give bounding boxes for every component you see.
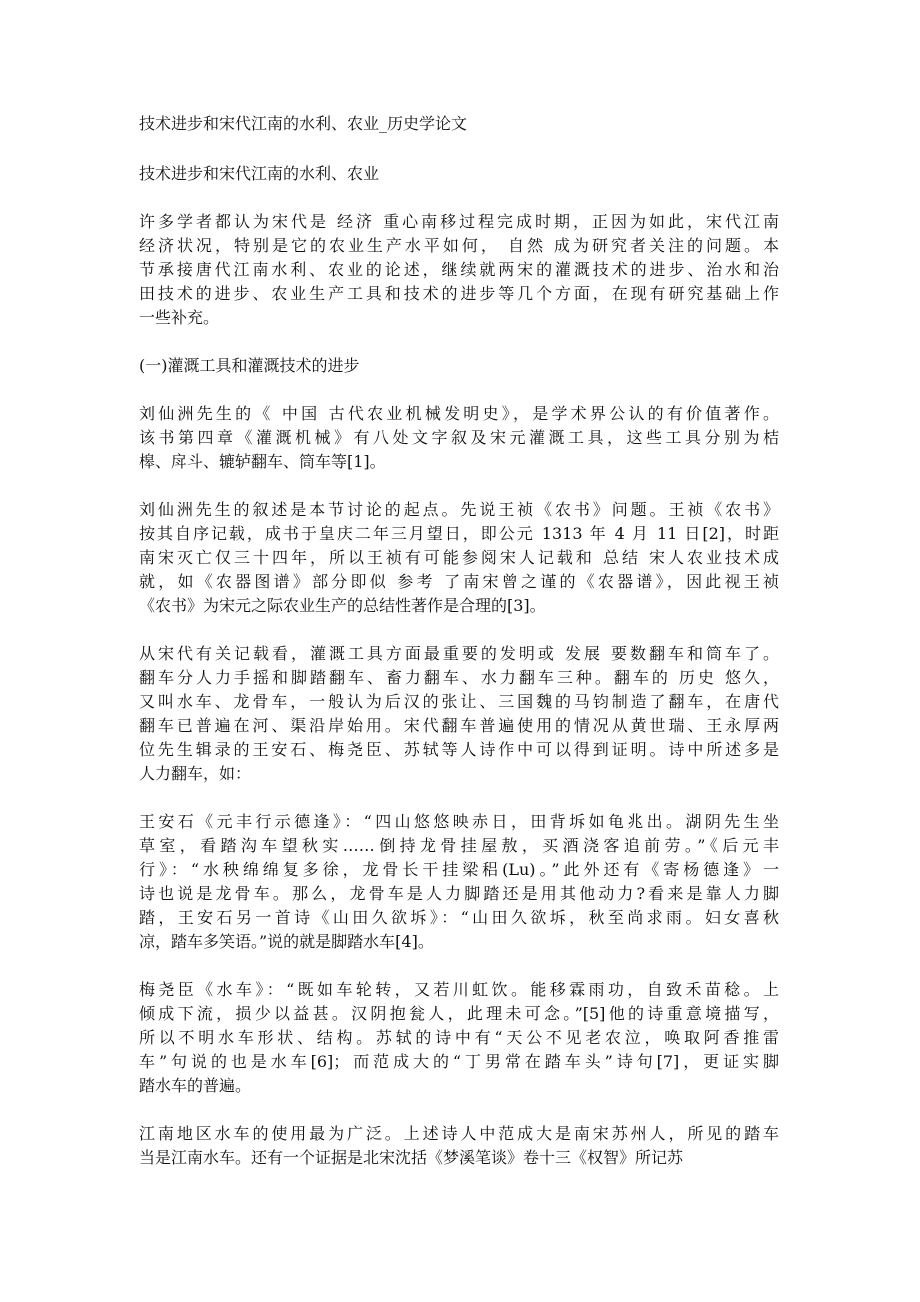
paragraph: [139, 402, 779, 474]
document-title: 技术进步和宋代江南的水利、农业_历史学论文: [139, 114, 468, 133]
paragraph-line: 南宋灭亡仅三十四年，所以王祯有可能参阅宋人记载和 总结 宋人农业技术成: [139, 548, 779, 567]
paragraph-line: 所以不明水车形状、结构。苏轼的诗中有“天公不见老农泣，唤取阿香推雷: [139, 1028, 779, 1047]
document-title-block: [139, 112, 779, 136]
document-subtitle-block: [139, 162, 779, 186]
paragraph: [139, 1122, 779, 1170]
paragraph-line: 诗也说是龙骨车。那么，龙骨车是人力脚踏还是用其他动力?看来是靠人力脚: [139, 884, 779, 903]
paragraph-line: 刘仙洲先生的《 中国 古代农业机械发明史》，是学术界公认的有价值著作。: [139, 404, 779, 423]
paragraph-line: 许多学者都认为宋代是 经济 重心南移过程完成时期，正因为如此，宋代江南: [139, 212, 779, 231]
paragraph: [139, 810, 779, 954]
paragraph-line: 田技术的进步、农业生产工具和技术的进步等几个方面，在现有研究基础上作: [139, 284, 779, 303]
paragraph-line: 按其自序记载，成书于皇庆二年三月望日，即公元 1313 年 4 月 11 日[2]，时距: [139, 524, 779, 543]
paragraph-line: 王安石《元丰行示德逢》：“四山悠悠映赤日，田背坼如龟兆出。湖阴先生坐: [139, 812, 779, 831]
document-subtitle: 技术进步和宋代江南的水利、农业: [139, 164, 380, 183]
document-page: [139, 112, 779, 1194]
paragraph-line: 踏水车的普遍。: [139, 1076, 252, 1095]
paragraph-line: 江南地区水车的使用最为广泛。上述诗人中范成大是南宋苏州人，所见的踏车: [139, 1124, 779, 1143]
paragraph: [139, 642, 779, 786]
paragraph-line: 经济状况，特别是它的农业生产水平如何， 自然 成为研究者关注的问题。本: [139, 236, 779, 255]
paragraph-line: 《农书》为宋元之际农业生产的总结性著作是合理的[3]。: [139, 596, 546, 615]
paragraph-line: 节承接唐代江南水利、农业的论述，继续就两宋的灌溉技术的进步、治水和治: [139, 260, 779, 279]
paragraph: [139, 210, 779, 330]
paragraph-line: 人力翻车，如：: [139, 764, 252, 783]
paragraph-line: 倾成下流，损少以益甚。汉阴抱瓮人，此理未可念。”[5]他的诗重意境描写，: [139, 1004, 779, 1023]
paragraph-line: 草室，看踏沟车望秋实……倒持龙骨挂屋敖，买酒浇客追前劳。”《后元丰: [139, 836, 779, 855]
paragraph-line: 一些补充。: [139, 308, 220, 327]
paragraph-line: 踏，王安石另一首诗《山田久欲坼》：“山田久欲坼，秋至尚求雨。妇女喜秋: [139, 908, 779, 927]
paragraph-line: 翻车分人力手摇和脚踏翻车、畜力翻车、水力翻车三种。翻车的 历史 悠久，: [139, 668, 779, 687]
paragraph-line: 该书第四章《灌溉机械》有八处文字叙及宋元灌溉工具，这些工具分别为桔: [139, 428, 779, 447]
paragraph-line: 就，如《农器图谱》部分即似 参考 了南宋曾之谨的《农器谱》，因此视王祯: [139, 572, 779, 591]
paragraph-line: 翻车已普遍在河、渠沿岸始用。宋代翻车普遍使用的情况从黄世瑞、王永厚两: [139, 716, 779, 735]
paragraph-line: 槔、戽斗、辘轳翻车、筒车等[1]。: [139, 452, 386, 471]
paragraph-line: 又叫水车、龙骨车，一般认为后汉的张让、三国魏的马钧制造了翻车，在唐代: [139, 692, 779, 711]
paragraph-line: 当是江南水车。还有一个证据是北宋沈括《梦溪笔谈》卷十三《权智》所记苏: [139, 1148, 684, 1167]
paragraph-line: 梅尧臣《水车》：“既如车轮转，又若川虹饮。能移霖雨功，自致禾苗稔。上: [139, 980, 779, 999]
paragraph-line: 行》：“水秧绵绵复多徐，龙骨长干挂梁稆(Lu)。”此外还有《寄杨德逢》一: [139, 860, 779, 879]
document-body: [139, 210, 779, 1170]
paragraph-line: (一)灌溉工具和灌溉技术的进步: [139, 356, 360, 375]
paragraph-line: 刘仙洲先生的叙述是本节讨论的起点。先说王祯《农书》问题。王祯《农书》: [139, 500, 779, 519]
paragraph-line: 位先生辑录的王安石、梅尧臣、苏轼等人诗作中可以得到证明。诗中所述多是: [139, 740, 779, 759]
paragraph: [139, 498, 779, 618]
paragraph: [139, 978, 779, 1098]
paragraph-line: 从宋代有关记载看，灌溉工具方面最重要的发明或 发展 要数翻车和筒车了。: [139, 644, 779, 663]
paragraph: [139, 354, 779, 378]
paragraph-line: 车”句说的也是水车[6]；而范成大的“丁男常在踏车头”诗句[7]，更证实脚: [139, 1052, 779, 1071]
paragraph-line: 凉，踏车多笑语。”说的就是脚踏水车[4]。: [139, 932, 434, 951]
